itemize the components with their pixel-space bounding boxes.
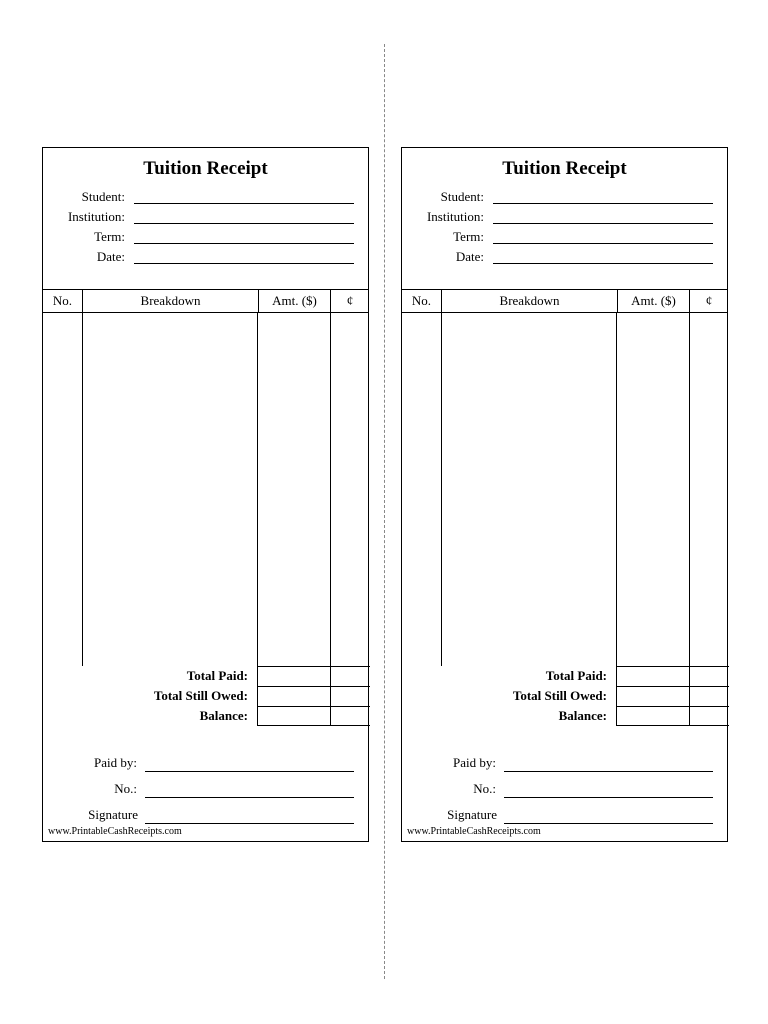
column-divider-amount [616, 313, 617, 726]
term-label: Term: [94, 229, 125, 244]
date-label: Date: [96, 249, 125, 264]
paid-by-label: Paid by: [94, 755, 137, 770]
signature-line[interactable] [145, 823, 354, 824]
institution-label: Institution: [67, 209, 125, 224]
signature-label: Signature [88, 807, 138, 822]
column-divider-amount [257, 313, 258, 726]
signature-field [402, 804, 729, 824]
column-divider-no [82, 313, 83, 666]
institution-line[interactable] [134, 223, 354, 224]
term-field [43, 228, 370, 248]
signature-label: Signature [447, 807, 497, 822]
paid-by-line[interactable] [504, 771, 713, 772]
table-header [402, 289, 727, 313]
column-header-cents: ¢ [346, 293, 354, 308]
total-still-owed-label: Total Still Owed: [153, 688, 248, 703]
total-still-owed-cell[interactable] [257, 686, 370, 706]
balance-cell[interactable] [257, 706, 370, 726]
column-header-no: No. [43, 290, 83, 312]
date-line[interactable] [493, 263, 713, 264]
term-label: Term: [453, 229, 484, 244]
term-field [402, 228, 729, 248]
number-label: No.: [114, 781, 137, 796]
institution-label: Institution: [426, 209, 484, 224]
balance-label: Balance: [558, 708, 607, 723]
paid-by-field [43, 752, 370, 772]
signature-line[interactable] [504, 823, 713, 824]
date-field [402, 248, 729, 268]
number-field [402, 778, 729, 798]
number-line[interactable] [145, 797, 354, 798]
receipt-title: Tuition Receipt [143, 158, 268, 179]
institution-line[interactable] [493, 223, 713, 224]
column-header-amount: Amt. ($) [617, 290, 690, 312]
column-divider-cents [689, 313, 690, 726]
institution-field [402, 208, 729, 228]
date-label: Date: [455, 249, 484, 264]
column-header-breakdown: Breakdown [140, 293, 201, 308]
receipt-title: Tuition Receipt [502, 158, 627, 179]
balance-label: Balance: [199, 708, 248, 723]
total-paid-cell[interactable] [616, 666, 729, 686]
table-header [43, 289, 368, 313]
term-line[interactable] [493, 243, 713, 244]
footer-url: www.PrintableCashReceipts.com [48, 826, 182, 837]
column-header-cents: ¢ [705, 293, 713, 308]
student-field [402, 188, 729, 208]
total-still-owed-label: Total Still Owed: [512, 688, 607, 703]
paid-by-label: Paid by: [453, 755, 496, 770]
cut-line-divider [384, 44, 385, 979]
balance-cell[interactable] [616, 706, 729, 726]
number-line[interactable] [504, 797, 713, 798]
student-label: Student: [440, 189, 484, 204]
paid-by-field [402, 752, 729, 772]
student-line[interactable] [134, 203, 354, 204]
total-paid-label: Total Paid: [186, 668, 248, 683]
date-line[interactable] [134, 263, 354, 264]
column-divider-cents [330, 313, 331, 726]
institution-field [43, 208, 370, 228]
signature-field [43, 804, 370, 824]
term-line[interactable] [134, 243, 354, 244]
total-still-owed-cell[interactable] [616, 686, 729, 706]
total-paid-label: Total Paid: [545, 668, 607, 683]
column-header-amount: Amt. ($) [258, 290, 331, 312]
receipt-left [42, 147, 369, 842]
paid-by-line[interactable] [145, 771, 354, 772]
student-line[interactable] [493, 203, 713, 204]
column-header-breakdown: Breakdown [499, 293, 560, 308]
date-field [43, 248, 370, 268]
column-header-no: No. [402, 290, 442, 312]
column-divider-no [441, 313, 442, 666]
student-label: Student: [81, 189, 125, 204]
number-label: No.: [473, 781, 496, 796]
total-paid-cell[interactable] [257, 666, 370, 686]
footer-url: www.PrintableCashReceipts.com [407, 826, 541, 837]
number-field [43, 778, 370, 798]
student-field [43, 188, 370, 208]
receipt-right [401, 147, 728, 842]
